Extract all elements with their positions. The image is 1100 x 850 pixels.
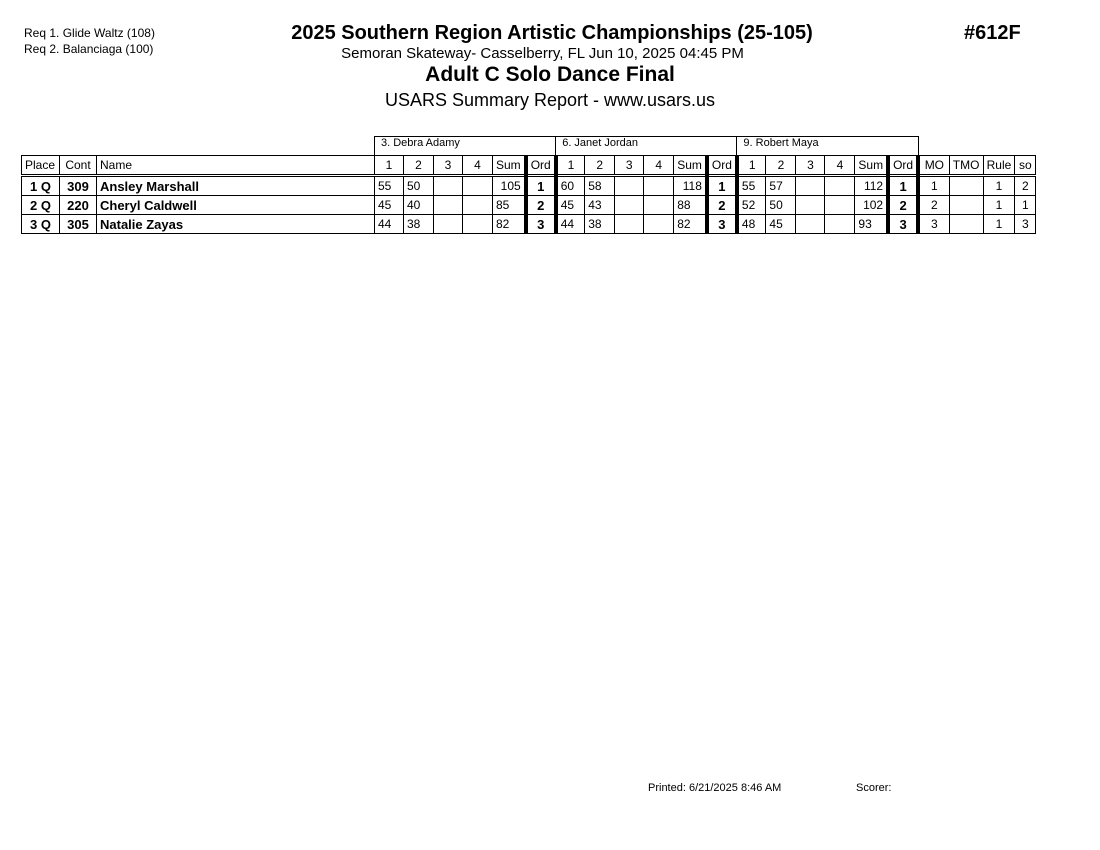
ordinal: 3 bbox=[888, 215, 918, 234]
col-rule: Rule bbox=[983, 156, 1015, 176]
col-j1-ord: Ord bbox=[526, 156, 556, 176]
requirement-2: Req 2. Balanciaga (100) bbox=[24, 42, 154, 56]
col-j2-s2: 2 bbox=[585, 156, 615, 176]
requirement-1: Req 1. Glide Waltz (108) bbox=[24, 26, 155, 40]
place: 1 Q bbox=[22, 176, 60, 196]
ordinal: 2 bbox=[707, 196, 737, 215]
total-majority-ordinal bbox=[949, 215, 983, 234]
ordinal: 2 bbox=[888, 196, 918, 215]
score: 55 bbox=[375, 176, 404, 196]
score: 52 bbox=[737, 196, 766, 215]
score bbox=[434, 176, 463, 196]
col-j2-s4: 4 bbox=[644, 156, 674, 176]
score bbox=[463, 196, 493, 215]
ordinal: 2 bbox=[526, 196, 556, 215]
place: 2 Q bbox=[22, 196, 60, 215]
skater-name: Ansley Marshall bbox=[97, 176, 375, 196]
table-row bbox=[22, 176, 1036, 196]
ordinal: 1 bbox=[526, 176, 556, 196]
sum: 118 bbox=[674, 176, 707, 196]
col-cont: Cont bbox=[60, 156, 97, 176]
score bbox=[615, 196, 644, 215]
skating-order: 3 bbox=[1015, 215, 1036, 234]
sum: 88 bbox=[674, 196, 707, 215]
score bbox=[615, 215, 644, 234]
table-row bbox=[22, 196, 1036, 215]
col-j1-s4: 4 bbox=[463, 156, 493, 176]
score: 43 bbox=[585, 196, 615, 215]
score: 45 bbox=[556, 196, 585, 215]
score bbox=[796, 196, 825, 215]
rule: 1 bbox=[983, 176, 1015, 196]
sum: 82 bbox=[493, 215, 526, 234]
col-mo: MO bbox=[918, 156, 949, 176]
skater-name: Cheryl Caldwell bbox=[97, 196, 375, 215]
judge-3-name: 9. Robert Maya bbox=[737, 137, 918, 156]
score: 55 bbox=[737, 176, 766, 196]
score: 45 bbox=[766, 215, 796, 234]
place: 3 Q bbox=[22, 215, 60, 234]
score bbox=[644, 176, 674, 196]
col-j3-s4: 4 bbox=[825, 156, 855, 176]
judge-header-row bbox=[22, 137, 1036, 156]
col-j3-s2: 2 bbox=[766, 156, 796, 176]
judge-1-name: 3. Debra Adamy bbox=[375, 137, 556, 156]
col-so: so bbox=[1015, 156, 1036, 176]
col-j1-sum: Sum bbox=[493, 156, 526, 176]
total-majority-ordinal bbox=[949, 196, 983, 215]
rule: 1 bbox=[983, 196, 1015, 215]
col-j3-s3: 3 bbox=[796, 156, 825, 176]
score bbox=[644, 215, 674, 234]
skater-name: Natalie Zayas bbox=[97, 215, 375, 234]
sum: 102 bbox=[855, 196, 888, 215]
score bbox=[463, 176, 493, 196]
col-tmo: TMO bbox=[949, 156, 983, 176]
col-j2-sum: Sum bbox=[674, 156, 707, 176]
results-table bbox=[21, 136, 1036, 234]
venue-date: Semoran Skateway- Casselberry, FL Jun 10, 2025 04:45 PM bbox=[341, 45, 744, 62]
score bbox=[434, 215, 463, 234]
total-majority-ordinal bbox=[949, 176, 983, 196]
score bbox=[825, 215, 855, 234]
col-j3-sum: Sum bbox=[855, 156, 888, 176]
scorer-label: Scorer: bbox=[856, 782, 892, 794]
contestant-number: 309 bbox=[60, 176, 97, 196]
col-j2-ord: Ord bbox=[707, 156, 737, 176]
judge-2-name: 6. Janet Jordan bbox=[556, 137, 737, 156]
score: 50 bbox=[766, 196, 796, 215]
score: 57 bbox=[766, 176, 796, 196]
sum: 93 bbox=[855, 215, 888, 234]
ordinal: 1 bbox=[888, 176, 918, 196]
score: 44 bbox=[556, 215, 585, 234]
score bbox=[434, 196, 463, 215]
score bbox=[796, 176, 825, 196]
contestant-number: 220 bbox=[60, 196, 97, 215]
score: 60 bbox=[556, 176, 585, 196]
skating-order: 2 bbox=[1015, 176, 1036, 196]
majority-ordinal: 1 bbox=[918, 176, 949, 196]
col-name: Name bbox=[97, 156, 375, 176]
score: 45 bbox=[375, 196, 404, 215]
col-j2-s1: 1 bbox=[556, 156, 585, 176]
report-subtitle: USARS Summary Report - www.usars.us bbox=[384, 90, 716, 110]
col-j1-s2: 2 bbox=[404, 156, 434, 176]
score: 38 bbox=[585, 215, 615, 234]
table-row bbox=[22, 215, 1036, 234]
sum: 82 bbox=[674, 215, 707, 234]
majority-ordinal: 2 bbox=[918, 196, 949, 215]
contestant-number: 305 bbox=[60, 215, 97, 234]
score: 48 bbox=[737, 215, 766, 234]
score bbox=[796, 215, 825, 234]
col-j2-s3: 3 bbox=[615, 156, 644, 176]
col-place: Place bbox=[22, 156, 60, 176]
score bbox=[615, 176, 644, 196]
score bbox=[463, 215, 493, 234]
col-j1-s3: 3 bbox=[434, 156, 463, 176]
event-number: #612F bbox=[964, 22, 1021, 44]
score bbox=[825, 176, 855, 196]
score: 50 bbox=[404, 176, 434, 196]
score: 58 bbox=[585, 176, 615, 196]
rule: 1 bbox=[983, 215, 1015, 234]
ordinal: 3 bbox=[526, 215, 556, 234]
score: 38 bbox=[404, 215, 434, 234]
ordinal: 1 bbox=[707, 176, 737, 196]
printed-timestamp: Printed: 6/21/2025 8:46 AM bbox=[648, 782, 782, 794]
col-j3-ord: Ord bbox=[888, 156, 918, 176]
ordinal: 3 bbox=[707, 215, 737, 234]
score: 40 bbox=[404, 196, 434, 215]
score bbox=[644, 196, 674, 215]
majority-ordinal: 3 bbox=[918, 215, 949, 234]
score: 44 bbox=[375, 215, 404, 234]
column-header-row bbox=[22, 156, 1036, 176]
sum: 85 bbox=[493, 196, 526, 215]
sum: 112 bbox=[855, 176, 888, 196]
score bbox=[825, 196, 855, 215]
sum: 105 bbox=[493, 176, 526, 196]
championship-title: 2025 Southern Region Artistic Championships (25-105) bbox=[291, 22, 813, 44]
event-title: Adult C Solo Dance Final bbox=[425, 63, 675, 86]
col-j1-s1: 1 bbox=[375, 156, 404, 176]
skating-order: 1 bbox=[1015, 196, 1036, 215]
col-j3-s1: 1 bbox=[737, 156, 766, 176]
